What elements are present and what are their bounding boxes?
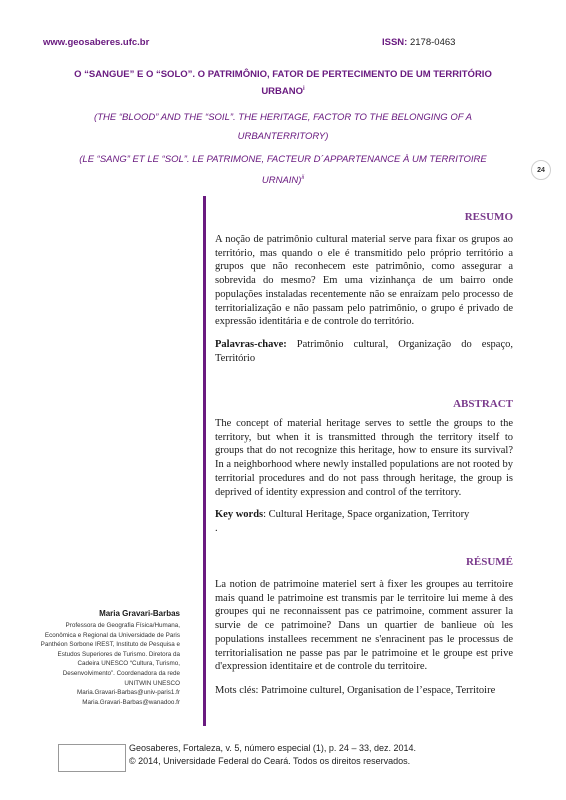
resume-keywords: Mots clés: Patrimoine culturel, Organisation de l’espace, Territoire bbox=[215, 684, 496, 696]
affiliation-line: Econômica e Regional da Universidade de Paris bbox=[44, 631, 180, 639]
author-name: Maria Gravari-Barbas bbox=[99, 609, 180, 618]
affiliation-line: Panthéon Sorbone IREST, Instituto de Pesquisa e bbox=[40, 641, 180, 649]
author-affiliation bbox=[40, 621, 180, 707]
title-fr-line1: (LE “SANG” ET LE “SOL”. LE PATRIMONE, FACTEUR D´APPARTENANCE À UM TERRITOIRE bbox=[79, 154, 487, 165]
title-fr-line2 bbox=[40, 169, 526, 190]
abstract-section bbox=[215, 398, 513, 536]
keywords-label: Palavras-chave: bbox=[215, 338, 287, 350]
issn-label: ISSN: bbox=[382, 37, 408, 48]
abstract-trailing: . bbox=[215, 522, 218, 534]
title-english bbox=[40, 108, 526, 146]
affiliation-line: Estudos Superiores de Turismo. Diretora da bbox=[57, 650, 180, 658]
resumo-section bbox=[215, 211, 513, 365]
journal-website[interactable]: www.geosaberes.ufc.br bbox=[43, 37, 150, 48]
resumo-heading: RESUMO bbox=[464, 211, 513, 223]
citation-line: Geosaberes, Fortaleza, v. 5, número especial (1), p. 24 – 33, dez. 2014. bbox=[129, 743, 416, 753]
license-box bbox=[58, 744, 126, 772]
title-portuguese bbox=[40, 67, 526, 99]
abstract-heading: ABSTRACT bbox=[453, 398, 513, 410]
issn bbox=[382, 37, 455, 48]
resume-text: La notion de patrimoine materiel sert à fixer les groupes au territoire mais quand le patrimoine est transmis par le territoire lui meme à des groupes qui ne reconnaissent pas ce patrimoine, comment assurer la survie de ce patrimoine? Dans un quartier de banlieue où les populations installees recemment ne s'enracinent pas le processus de territorialisation ne passe pas par le patrimoine et le groupe est prive d'expression identitaire et de controle du territoire. bbox=[215, 579, 513, 673]
resume-heading: RÉSUMÉ bbox=[465, 556, 513, 568]
vertical-divider bbox=[203, 196, 206, 726]
title-fr-text: URNAIN) bbox=[261, 175, 302, 187]
affiliation-line: Cadeira UNESCO “Cultura, Turismo, bbox=[77, 660, 180, 668]
footnote-marker: i bbox=[303, 86, 305, 92]
keywords-text: : Cultural Heritage, Space organization, Territory bbox=[263, 509, 470, 521]
keywords-label: Key words bbox=[215, 509, 264, 521]
title-pt-text: URBANO bbox=[261, 86, 304, 98]
affiliation-line: UNITWIN UNESCO bbox=[124, 679, 180, 687]
title-pt-line1: O “SANGUE” E O “SOLO”. O PATRIMÔNIO, FATOR DE PERTECIMENTO DE UM TERRITÓRIO bbox=[74, 69, 492, 80]
footnote-marker: ii bbox=[301, 175, 305, 181]
abstract-text: The concept of material heritage serves to settle the groups to the territory, but when it is transmitted through the territory itself to groups that do not recognize this heritage, how to ensure its survival? In a neighborhood where newly installed populations are not rooted by territorial procedures and do not pass through heritage, the group is deprived of identity expression and control of the territory. bbox=[215, 418, 513, 498]
page-number-badge: 24 bbox=[531, 160, 551, 180]
author-email[interactable]: Maria.Gravari-Barbas@univ-paris1.fr bbox=[77, 689, 180, 697]
title-french bbox=[40, 150, 526, 190]
footer bbox=[129, 742, 416, 768]
author-block bbox=[40, 609, 180, 707]
issn-value: 2178-0463 bbox=[409, 37, 456, 48]
resume-section bbox=[215, 556, 513, 698]
abstract-keywords bbox=[215, 508, 513, 522]
copyright-line: © 2014, Universidade Federal do Ceará. Todos os direitos reservados. bbox=[129, 756, 411, 766]
title-en-line1: (THE “BLOOD” AND THE “SOIL”. THE HERITAGE, FACTOR TO THE BELONGING OF A bbox=[94, 112, 472, 123]
resumo-keywords bbox=[215, 338, 513, 365]
affiliation-line: Desenvolvimento”. Coordenadora da rede bbox=[62, 669, 180, 677]
affiliation-line: Professora de Geografia Física/Humana, bbox=[65, 622, 180, 629]
title-pt-line2 bbox=[40, 82, 526, 99]
author-email[interactable]: Maria.Gravari-Barbas@wanadoo.fr bbox=[82, 698, 180, 706]
resumo-text: A noção de patrimônio cultural material serve para fixar os grupos ao território, mas quando o ele é transmitido pelo próprio território a grupos que não reconhecem este patrimônio, como assegurar a sobrevida do mesmo? Em uma vizinhança de um bairro onde populações instaladas recentemente não se enraízam pelo processo de territorialização e não passam pelo patrimônio, o grupo é privado de expressão identitária e de controle do território. bbox=[215, 234, 513, 328]
title-en-line2: URBANTERRITORY) bbox=[237, 131, 329, 142]
keywords-text: Patrimônio cultural, Organização do espaço, Território bbox=[215, 338, 513, 364]
